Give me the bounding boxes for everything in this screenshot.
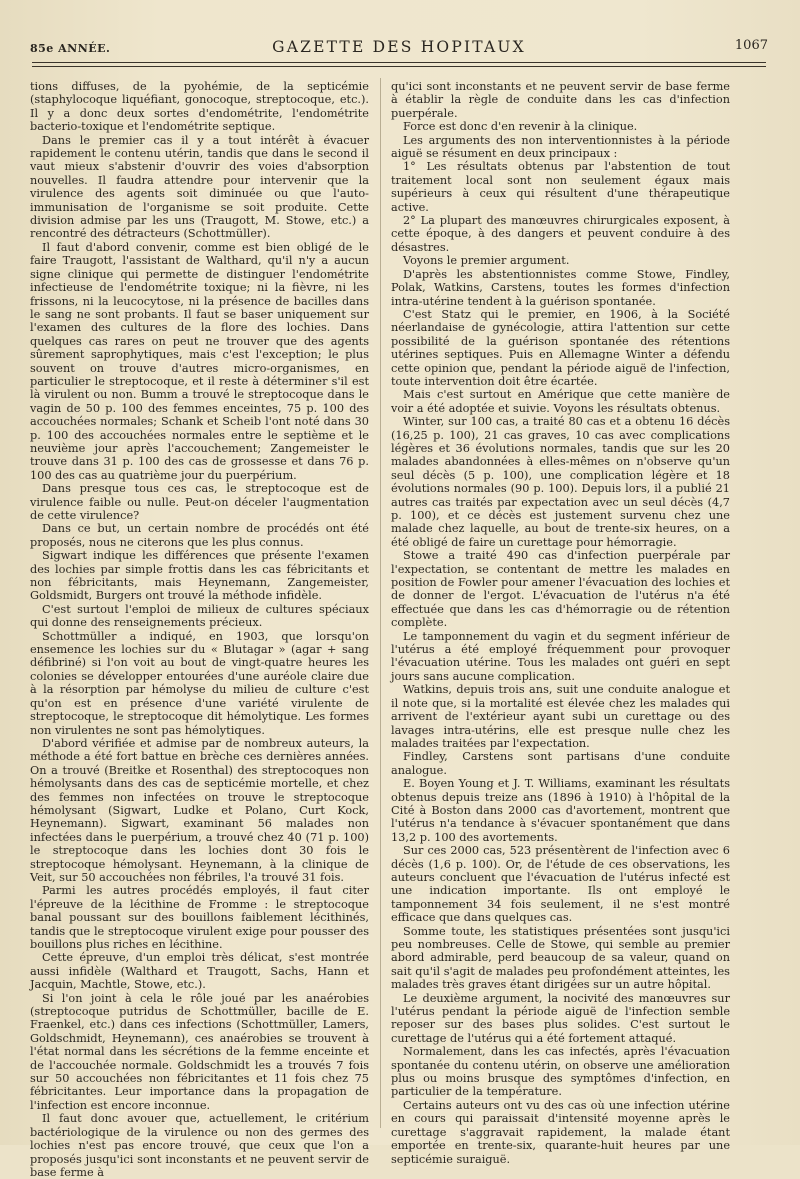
- paragraph: Voyons le premier argument.: [403, 254, 570, 268]
- paragraph: Le deuxième argument, la nocivité des manœuvres sur l'utérus pendant la période aiguë de l'infection semble reposer sur des bases plus solides. C'est surtout le curettage de l'utérus qui a été fortement attaqué.: [391, 991, 730, 1045]
- paragraph: 1° Les résultats obtenus par l'abstention de tout traitement local sont non seulement égaux mais supérieurs à ceux qui résultent d'une thérapeutique active.: [391, 160, 730, 214]
- paragraph: Sigwart indique les différences que présente l'examen des lochies par simple frottis dans les cas fébricitants et non fébricitants, mais Heynemann, Zangemeister, Goldsmidt, Burgers ont trouvé la méthode infidèle.: [30, 549, 369, 603]
- journal-title: GAZETTE DES HOPITAUX: [272, 38, 526, 56]
- paragraph: D'abord vérifiée et admise par de nombreux auteurs, la méthode a été fort battue en brèche ces dernières années. On a trouvé (Breitke et Rosenthal) des streptocoques non hémolysants dans des cas de septicémie mortelle, et chez des femmes non infectées on trouve le streptocoque hémolysant (Sigwart, Ludke et Polano, Curt Kock, Heynemann). Sigwart, examinant 56 malades non infectées dans le puerpérium, a trouvé chez 40 (71 p. 100) le streptocoque dans les lochies dont 30 fois le streptocoque hémolysant. Heynemann, à la clinique de Veit, sur 50 accouchées non fébriles, l'a trouvé 31 fois.: [30, 736, 369, 884]
- volume-year: 85e ANNÉE.: [30, 42, 111, 55]
- header-rule-thin: [32, 66, 766, 67]
- paragraph: Il faut donc avouer que, actuellement, le critérium bactériologique de la virulence ou non des germes des lochies n'est pas encore trouvé, que ceux que l'on a proposés jusqu'ici sont inconstants et ne peuvent servir de base ferme à: [30, 1112, 369, 1179]
- page-header: [30, 34, 768, 58]
- paragraph: C'est Statz qui le premier, en 1906, à la Société néerlandaise de gynécologie, attira l'attention sur cette possibilité de la guérison spontanée des rétentions utérines septiques. Puis en Allemagne Winter a défendu cette opinion que, pendant la période aiguë de l'infection, toute intervention doit être écartée.: [391, 307, 730, 388]
- paragraph: Il faut d'abord convenir, comme est bien obligé de le faire Traugott, l'assistant de Walthard, qu'il n'y a aucun signe clinique qui permette de distinguer l'endométrite infectieuse de l'endométrite toxique; ni la fièvre, ni les frissons, ni la leucocytose, ni la présence de bacilles dans le sang ne sont probants. Il faut se baser uniquement sur l'examen des cultures de la flore des lochies. Dans quelques cas rares on peut ne trouver que des agents sûrement saprophytiques, mais c'est l'exception; le plus souvent on trouve d'autres micro-organismes, en particulier le streptocoque, et il reste à déterminer s'il est là virulent ou non. Bumm a trouvé le streptocoque dans le vagin de 50 p. 100 des femmes enceintes, 75 p. 100 des accouchées normales; Schank et Scheib l'ont noté dans 30 p. 100 des accouchées normales entre le septième et le neuvième jour après l'accouchement; Zangemeister le trouve dans 31 p. 100 des cas de grossesse et dans 76 p. 100 des cas au quatrième jour du puerpérium.: [30, 240, 369, 482]
- paragraph: Cette épreuve, d'un emploi très délicat, s'est montrée aussi infidèle (Walthard et Traugott, Sachs, Hann et Jacquin, Machtle, Stowe, etc.).: [30, 951, 369, 992]
- right-column: [391, 80, 730, 1166]
- paragraph: Parmi les autres procédés employés, il faut citer l'épreuve de la lécithine de Fromme : le streptocoque banal poussant sur des bouillons faiblement lécithinés, tandis que le streptocoque virulent exige pour pousser des bouillons plus riches en lécithine.: [30, 884, 369, 951]
- paragraph: E. Boyen Young et J. T. Williams, examinant les résultats obtenus depuis treize ans (1896 à 1910) à l'hôpital de la Cité à Boston dans 2000 cas d'avortement, montrent que l'utérus n'a tendance à s'évacuer spontanément que dans 13,2 p. 100 des avortements.: [391, 777, 730, 844]
- paragraph: Mais c'est surtout en Amérique que cette manière de voir a été adoptée et suivie. Voyons les résultats obtenus.: [391, 388, 730, 415]
- paragraph: Les arguments des non interventionnistes à la période aiguë se résument en deux principaux :: [391, 133, 730, 161]
- paragraph: Normalement, dans les cas infectés, après l'évacuation spontanée du contenu utérin, on observe une amélioration plus ou moins brusque des symptômes d'infection, en particulier de la température.: [391, 1045, 730, 1099]
- paragraph: C'est surtout l'emploi de milieux de cultures spéciaux qui donne des renseignements précieux.: [30, 602, 369, 630]
- paragraph: Dans presque tous ces cas, le streptocoque est de virulence faible ou nulle. Peut-on déceler l'augmentation de cette virulence?: [30, 482, 369, 522]
- header-rule: [32, 62, 766, 63]
- paragraph: Watkins, depuis trois ans, suit une conduite analogue et il note que, si la mortalité est élevée chez les malades qui arrivent de l'extérieur ayant subi un curettage ou des lavages intra-utérins, elle est presque nulle chez les malades traitées par l'expectation.: [391, 683, 730, 750]
- paragraph: Schottmüller a indiqué, en 1903, que lorsqu'on ensemence les lochies sur du « Blutagar » (agar + sang défibriné) si l'on voit au bout de vingt-quatre heures les colonies se développer entourées d'une auréole claire due à la résorption par hémolyse du milieu de culture c'est qu'on est en présence d'une variété virulente de streptocoque, le streptocoque dit hémolytique. Les formes non virulentes ne sont pas hémolytiques.: [30, 629, 369, 737]
- paragraph: qu'ici sont inconstants et ne peuvent servir de base ferme à établir la règle de conduite dans les cas d'infection puerpérale.: [391, 80, 730, 120]
- paragraph: D'après les abstentionnistes comme Stowe, Findley, Polak, Watkins, Carstens, toutes les formes d'infection intra-utérine tendent à la guérison spontanée.: [391, 267, 730, 308]
- paragraph: Findley, Carstens sont partisans d'une conduite analogue.: [391, 750, 730, 777]
- paragraph: Force est donc d'en revenir à la clinique.: [403, 120, 638, 134]
- page-number: 1067: [734, 38, 768, 53]
- paragraph: Sur ces 2000 cas, 523 présentèrent de l'infection avec 6 décès (1,6 p. 100). Or, de l'étude de ces observations, les auteurs concluent que l'évacuation de l'utérus infecté est une indication importante. Ils ont employé le tamponnement 34 fois seulement, il ne s'est montré efficace que dans quelques cas.: [391, 844, 730, 925]
- column-divider: [380, 78, 381, 1128]
- paragraph: Le tamponnement du vagin et du segment inférieur de l'utérus a été employé fréquemment pour provoquer l'évacuation utérine. Tous les malades ont guéri en sept jours sans aucune complication.: [391, 629, 730, 683]
- paragraph: tions diffuses, de la pyohémie, de la septicémie (staphylocoque liquéfiant, gonocoque, streptocoque, etc.). Il y a donc deux sortes d'endométrite, l'endométrite bacterio-toxique et l'endométrite septique.: [30, 80, 369, 134]
- paragraph: Somme toute, les statistiques présentées sont jusqu'ici peu nombreuses. Celle de Stowe, qui semble au premier abord admirable, perd beaucoup de sa valeur, quand on sait qu'il s'agit de malades peu profondément atteintes, les malades très graves étant dirigées sur un autre hôpital.: [391, 924, 730, 992]
- paragraph: Certains auteurs ont vu des cas où une infection utérine en cours qui paraissait d'intensité moyenne après le curettage s'aggravait rapidement, la malade étant emportée en trente-six, quarante-huit heures par une septicémie suraiguë.: [391, 1098, 730, 1166]
- left-column: [30, 80, 369, 1179]
- paragraph: Winter, sur 100 cas, a traité 80 cas et a obtenu 16 décès (16,25 p. 100), 21 cas graves, 10 cas avec complications légères et 36 évolutions normales, tandis que sur les 20 malades abandonnées à elles-mêmes on n'observe qu'un seul décès (5 p. 100), une complication légère et 18 évolutions normales (90 p. 100). Depuis lors, il a publié 21 autres cas traités par expectation avec un seul décès (4,7 p. 100), et ce décès est justement survenu chez une malade chez laquelle, au bout de trente-six heures, on a été obligé de faire un curettage pour hémorragie.: [391, 415, 730, 549]
- paragraph: Si l'on joint à cela le rôle joué par les anaérobies (streptocoque putridus de Schottmüller, bacille de E. Fraenkel, etc.) dans ces infections (Schottmüller, Lamers, Goldschmidt, Heynemann), ces anaérobies se trouvent à l'état normal dans les sécrétions de la femme enceinte et de l'accouchée normale. Goldschmidt les a trouvés 7 fois sur 50 accouchées non fébricitantes et 11 fois chez 75 fébricitantes. Leur importance dans la propagation de l'infection est encore inconnue.: [30, 991, 369, 1112]
- paragraph: 2° La plupart des manœuvres chirurgicales exposent, à cette époque, à des dangers et peuvent conduire à des désastres.: [391, 214, 730, 254]
- paragraph: Dans le premier cas il y a tout intérêt à évacuer rapidement le contenu utérin, tandis que dans le second il vaut mieux s'abstenir d'ouvrir des voies d'absorption nouvelles. Il faudra attendre pour intervenir que la virulence des agents soit diminuée ou que l'auto-immunisation de l'organisme se soit produite. Cette division admise par les uns (Traugott, M. Stowe, etc.) a rencontré des détracteurs (Schottmüller).: [30, 133, 369, 241]
- paragraph: Stowe a traité 490 cas d'infection puerpérale par l'expectation, se contentant de mettre les malades en position de Fowler pour amener l'évacuation des lochies et de donner de l'ergot. L'évacuation de l'utérus n'a été effectuée que dans les cas d'hémorragie ou de rétention complète.: [391, 549, 730, 630]
- paragraph: Dans ce but, un certain nombre de procédés ont été proposés, nous ne citerons que les plus connus.: [30, 522, 369, 549]
